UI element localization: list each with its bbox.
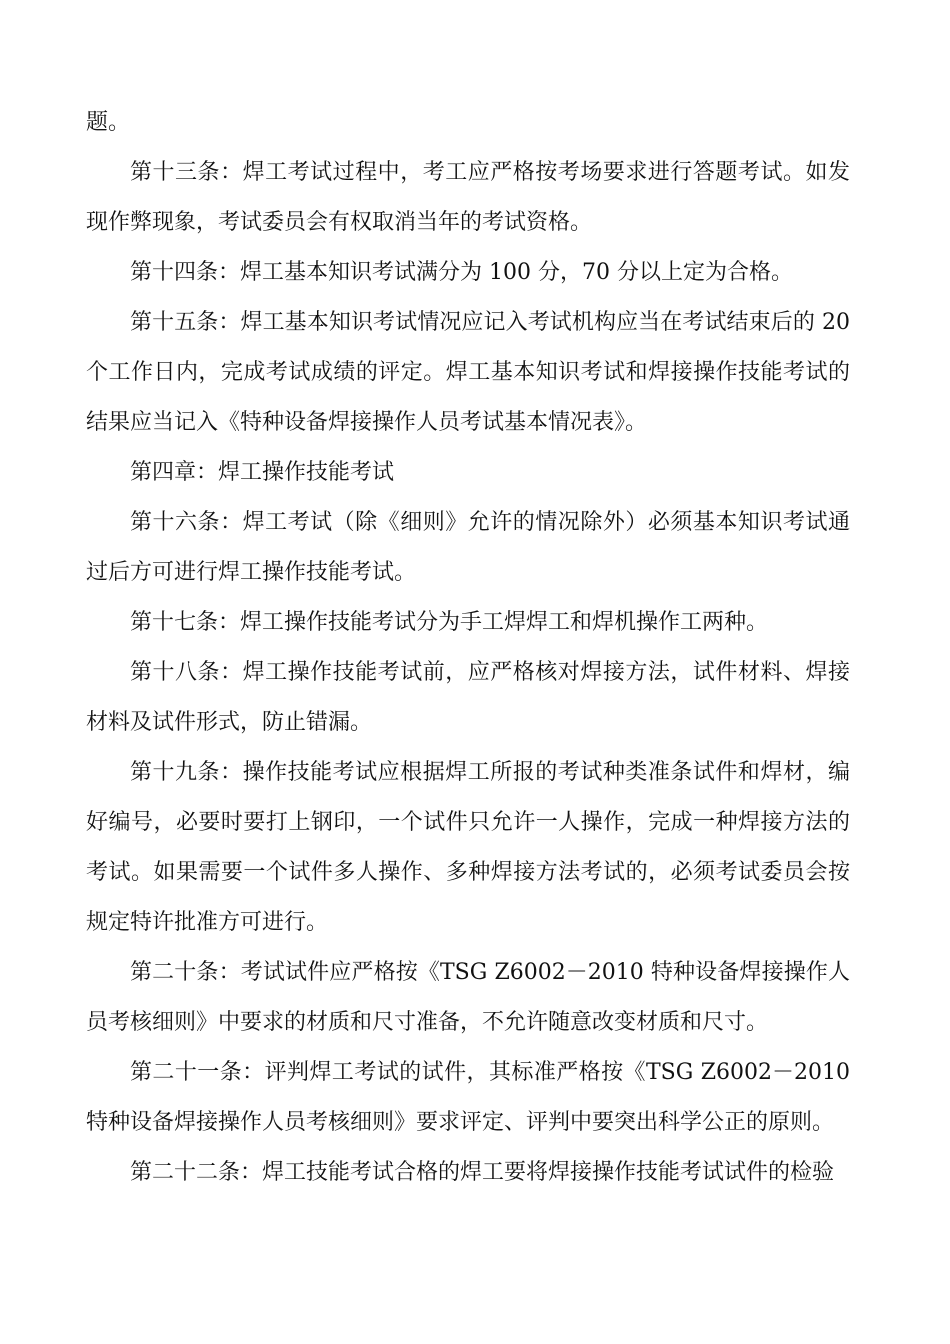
chapter-4-heading: 第四章：焊工操作技能考试 — [130, 460, 395, 485]
article-21: 第二十一条：评判焊工考试的试件，其标准严格按《TSG Z6002－2010 特种设备焊接操作人员考核细则》要求评定、评判中要突出科学公正的原则。 — [86, 1060, 850, 1135]
article-16: 第十六条：焊工考试（除《细则》允许的情况除外）必须基本知识考试通过后方可进行焊工操作技能考试。 — [86, 510, 850, 585]
article-18: 第十八条：焊工操作技能考试前，应严格核对焊接方法，试件材料、焊接材料及试件形式，防止错漏。 — [86, 660, 850, 735]
article-19: 第十九条：操作技能考试应根据焊工所报的考试种类准条试件和焊材，编好编号，必要时要打上钢印，一个试件只允许一人操作，完成一种焊接方法的考试。如果需要一个试件多人操作、多种焊接方法考试的，必须考试委员会按规定特许批准方可进行。 — [86, 760, 850, 935]
article-14: 第十四条：焊工基本知识考试满分为 100 分，70 分以上定为合格。 — [130, 260, 793, 285]
article-20: 第二十条：考试试件应严格按《TSG Z6002－2010 特种设备焊接操作人员考核细则》中要求的材质和尺寸准备，不允许随意改变材质和尺寸。 — [86, 960, 850, 1035]
article-22: 第二十二条：焊工技能考试合格的焊工要将焊接操作技能考试试件的检验 — [130, 1160, 835, 1185]
document-body — [86, 98, 850, 1198]
article-13: 第十三条：焊工考试过程中，考工应严格按考场要求进行答题考试。如发现作弊现象，考试委员会有权取消当年的考试资格。 — [86, 160, 850, 235]
article-17: 第十七条：焊工操作技能考试分为手工焊焊工和焊机操作工两种。 — [130, 610, 769, 635]
paragraph-continuation: 题。 — [86, 110, 131, 135]
article-15: 第十五条：焊工基本知识考试情况应记入考试机构应当在考试结束后的 20 个工作日内，完成考试成绩的评定。焊工基本知识考试和焊接操作技能考试的结果应当记入《特种设备焊接操作人员考试基本情况表》。 — [86, 310, 850, 435]
